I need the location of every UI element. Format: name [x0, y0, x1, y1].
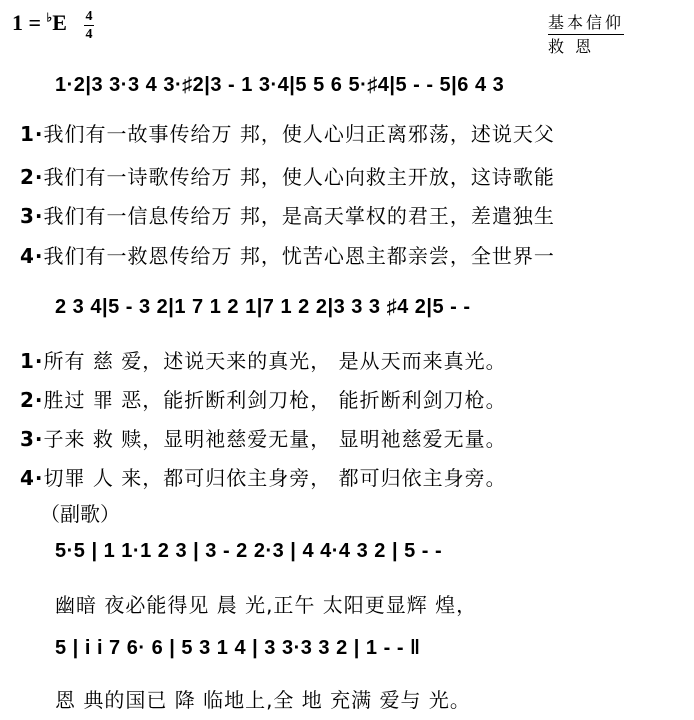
lyric-text: 我们有一救恩传给万 邦，忧苦心恩主都亲尝，全世界一: [43, 244, 555, 268]
verse-3-line-b: [20, 423, 507, 452]
verse-number: 3·: [20, 204, 44, 228]
key-note: E: [52, 10, 67, 35]
verse-number: 3·: [20, 427, 44, 451]
lyric-text: 子来 救 赎，显明祂慈爱无量， 显明祂慈爱无量。: [43, 427, 507, 451]
notation-line-2: 2 3 4|5 - 3 2|1 7 1 2 1|7 1 2 2|3 3 3 ♯4 2|5 - -: [55, 296, 471, 318]
verse-3-line-a: [20, 200, 555, 229]
meter-divider: [84, 25, 94, 26]
lyric-text: 切罪 人 来，都可归依主身旁， 都可归依主身旁。: [43, 466, 507, 490]
key-prefix: 1 =: [12, 10, 47, 35]
verse-number: 4·: [20, 244, 44, 268]
time-signature: [84, 9, 94, 42]
lyric-text: 我们有一故事传给万 邦，使人心归正离邪荡，述说天父: [43, 122, 555, 146]
verse-number: 1·: [20, 122, 44, 146]
chorus-lyrics-1: 幽暗 夜必能得见 晨 光,正午 太阳更显辉 煌，: [55, 593, 478, 617]
verse-1-line-a: [20, 118, 555, 147]
verse-4-line-b: [20, 462, 507, 491]
chorus-notation-1: 5·5 | 1 1·1 2 3 | 3 - 2 2·3 | 4 4·4 3 2 | 5 - -: [55, 540, 443, 562]
lyric-text: 所有 慈 爱，述说天来的真光， 是从天而来真光。: [43, 349, 507, 373]
verse-number: 4·: [20, 466, 44, 490]
song-title: 救 恩: [548, 37, 595, 56]
meter-top: 4: [85, 9, 93, 24]
verse-number: 2·: [20, 165, 44, 189]
notation-line-1: 1·2|3 3·3 4 3·♯2|3 - 1 3·4|5 5 6 5·♯4|5 - - 5|6 4 3: [55, 74, 505, 96]
lyric-text: 我们有一诗歌传给万 邦，使人心向救主开放，这诗歌能: [43, 165, 555, 189]
chorus-label: （副歌）: [40, 502, 120, 526]
chorus-lyrics-2: 恩 典的国已 降 临地上,全 地 充满 爱与 光。: [55, 688, 471, 712]
chorus-notation-2: 5 | i i 7 6· 6 | 5 3 1 4 | 3 3·3 3 2 | 1 - - ‖: [55, 637, 421, 659]
flat-sign: ♭: [46, 10, 53, 25]
category-title: 基本信仰: [548, 10, 624, 35]
lyric-text: 胜过 罪 恶，能折断利剑刀枪， 能折断利剑刀枪。: [43, 388, 507, 412]
verse-2-line-a: [20, 161, 555, 190]
verse-number: 2·: [20, 388, 44, 412]
verse-1-line-b: [20, 345, 507, 374]
key-signature: [12, 10, 67, 36]
verse-number: 1·: [20, 349, 44, 373]
lyric-text: 我们有一信息传给万 邦，是高天掌权的君王，差遣独生: [43, 204, 555, 228]
verse-4-line-a: [20, 240, 555, 269]
verse-2-line-b: [20, 384, 507, 413]
meter-bottom: 4: [85, 27, 93, 42]
